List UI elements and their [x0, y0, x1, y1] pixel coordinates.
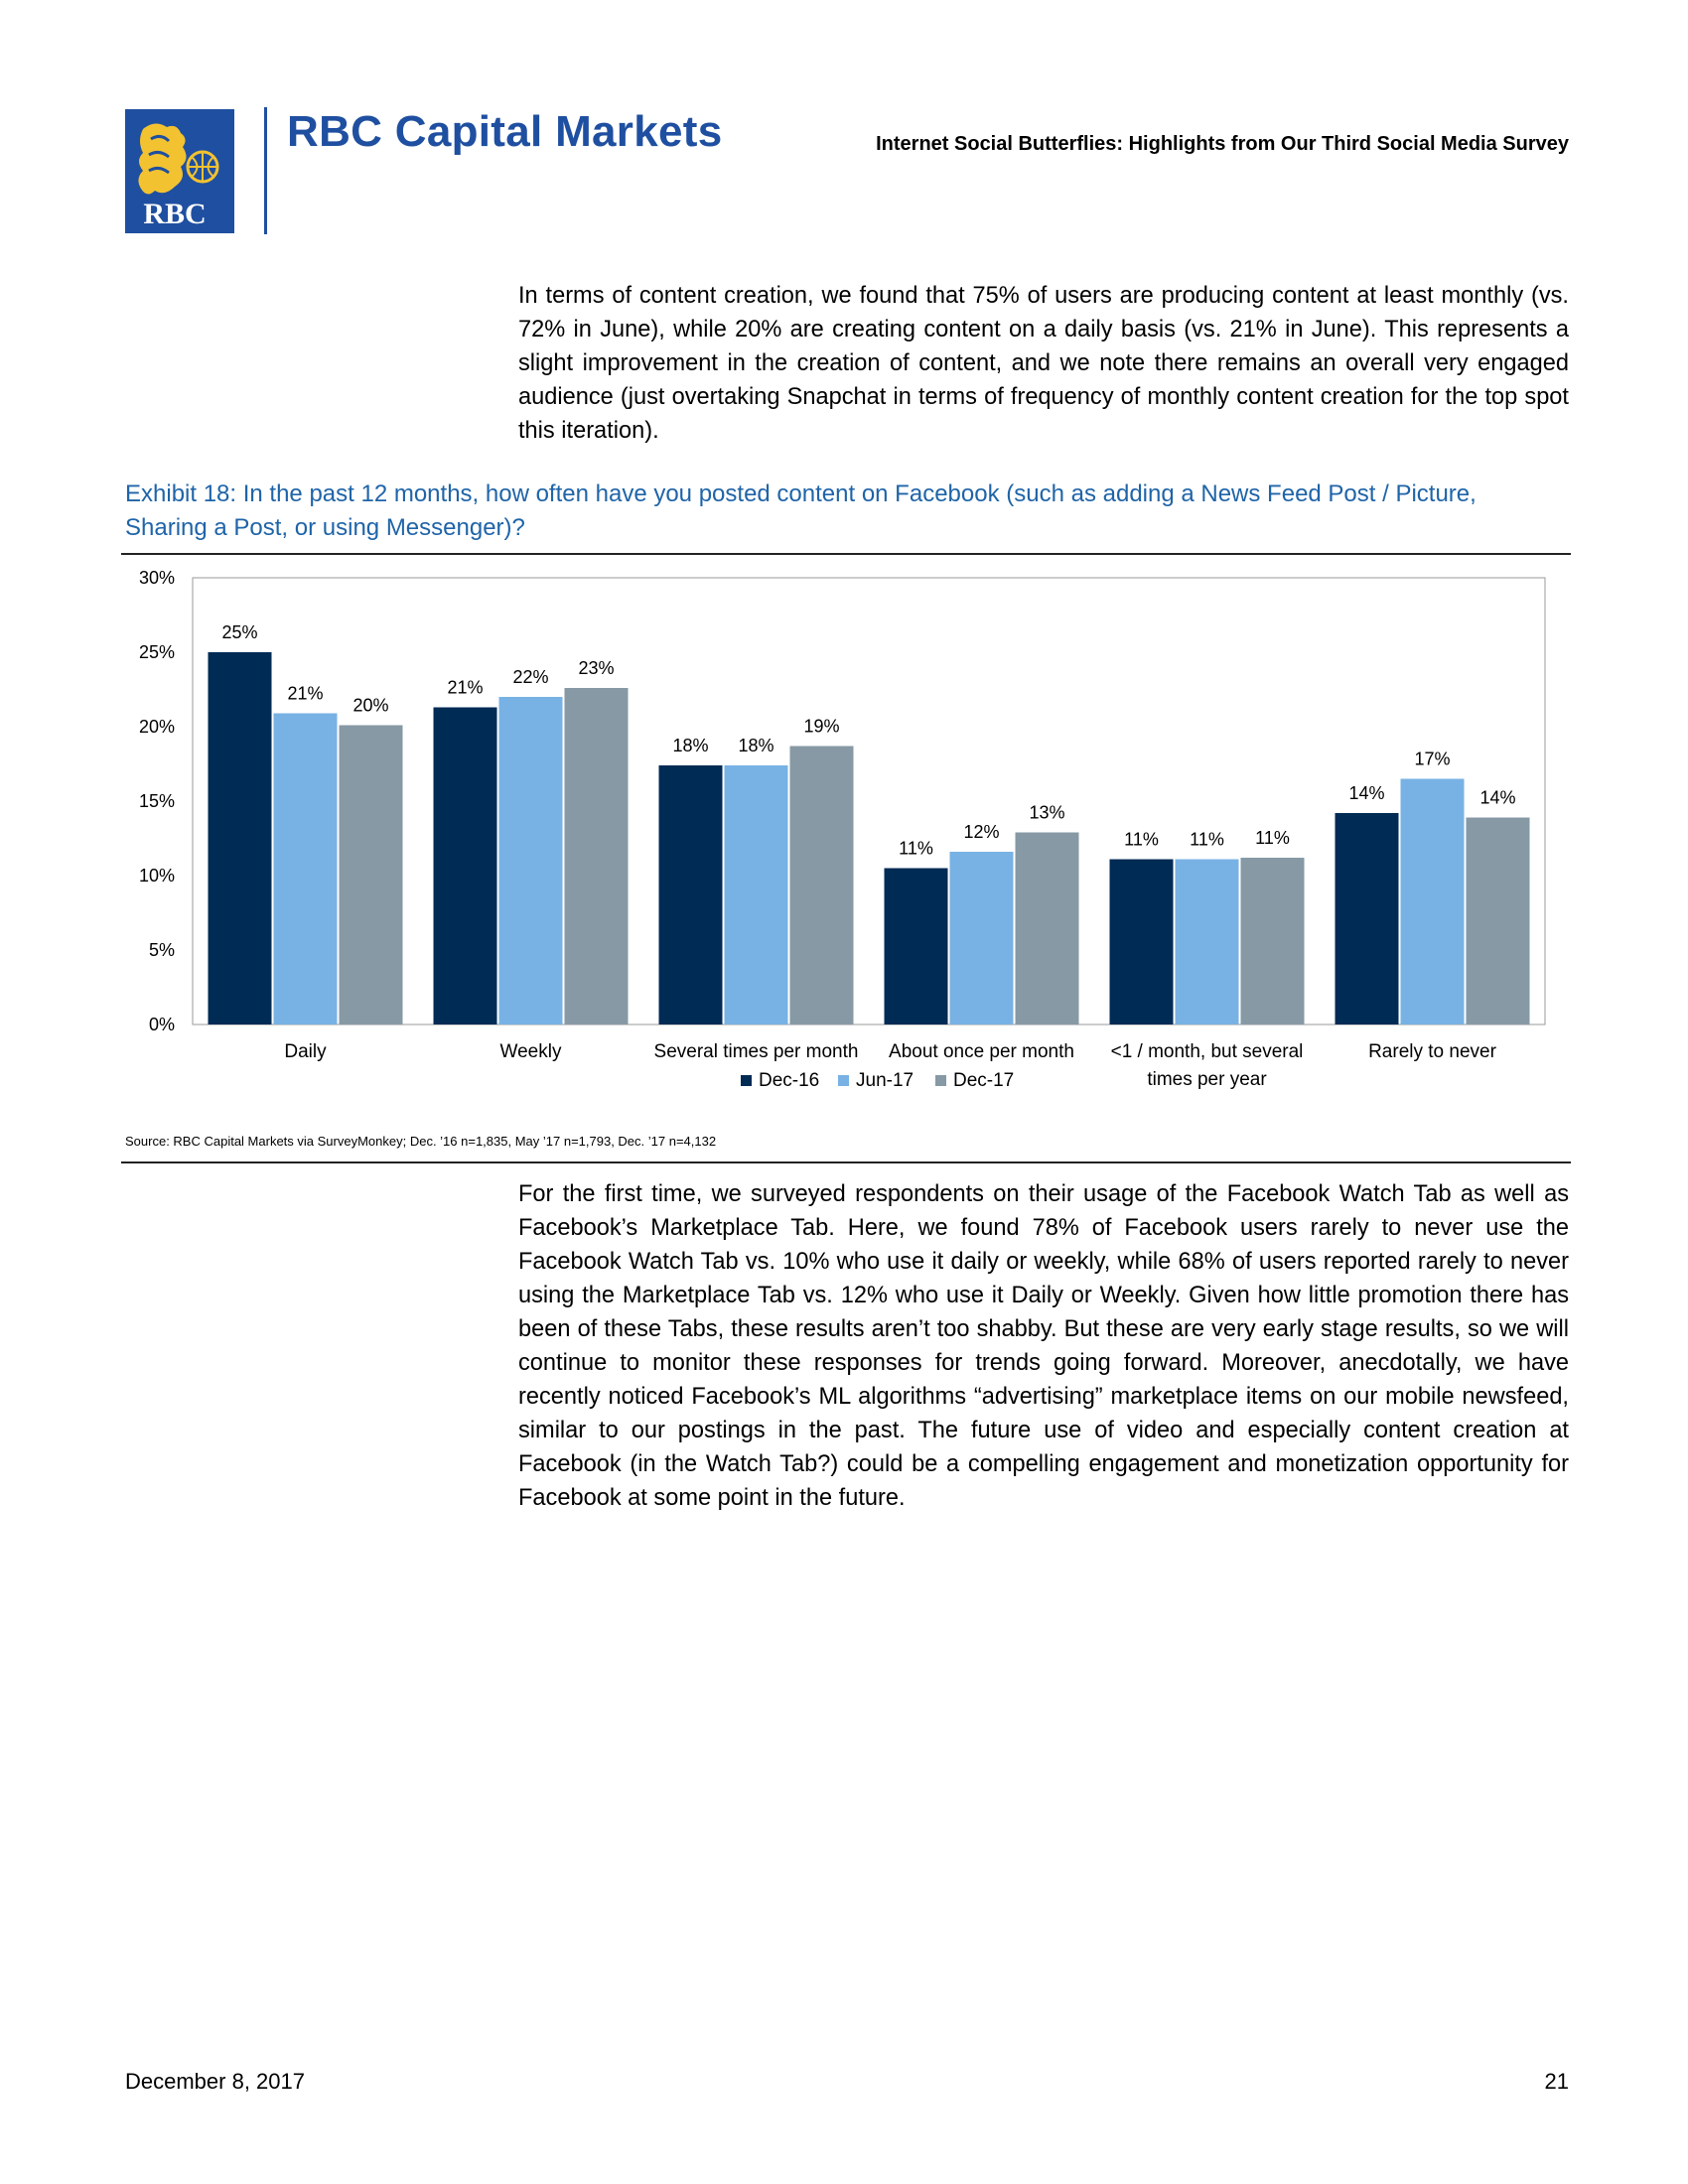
- bar-dec-17: [340, 726, 403, 1025]
- bar-jun-17: [1401, 779, 1465, 1025]
- y-tick-label: 15%: [138, 791, 175, 811]
- x-category-label: Weekly: [499, 1041, 562, 1062]
- x-category-label: times per year: [1147, 1069, 1267, 1090]
- bar-dec-17: [790, 747, 854, 1025]
- x-category-label: Several times per month: [653, 1041, 859, 1062]
- data-label: 14%: [1479, 787, 1516, 808]
- legend-label: Dec-17: [953, 1070, 1015, 1091]
- bar-chart: [119, 561, 1569, 1097]
- bar-dec-17: [1016, 833, 1079, 1025]
- legend-label: Jun-17: [856, 1070, 914, 1091]
- bar-jun-17: [725, 765, 788, 1024]
- data-label: 13%: [1029, 802, 1065, 823]
- bar-dec-16: [209, 652, 272, 1024]
- source-note: Source: RBC Capital Markets via SurveyMonkey; Dec. ’16 n=1,835, May ’17 n=1,793, Dec. ’17 n=4,132: [125, 1134, 717, 1149]
- data-label: 18%: [672, 736, 709, 755]
- closing-paragraph: For the first time, we surveyed respondents on their usage of the Facebook Watch Tab as well as Facebook’s Marketplace Tab. Here, we found 78% of Facebook users rarely to never use the Facebook Watch Tab vs. 10% who use it daily or weekly, while 68% of users reported rarely to never using the Marketplace Tab vs. 12% who use it Daily or Weekly. Given how little promotion there has been of these Tabs, these results aren’t too shabby. But these are very early stage results, so we will continue to monitor these responses for trends going forward. Moreover, anecdotally, we have recently noticed Facebook’s ML algorithms “advertising” marketplace items on our mobile newsfeed, similar to our postings in the past. The future use of video and especially content creation at Facebook (in the Watch Tab?) could be a compelling engagement and monetization opportunity for Facebook at some point in the future.: [518, 1181, 1569, 1511]
- data-label: 20%: [352, 695, 389, 716]
- legend-swatch: [935, 1075, 946, 1086]
- y-tick-label: 10%: [138, 866, 175, 886]
- bar-jun-17: [950, 852, 1014, 1024]
- bar-dec-17: [565, 688, 629, 1024]
- bar-dec-16: [659, 765, 723, 1024]
- data-label: 11%: [1124, 829, 1159, 850]
- data-label: 21%: [447, 677, 484, 698]
- report-title: Internet Social Butterflies: Highlights from Our Third Social Media Survey: [876, 133, 1569, 155]
- data-label: 21%: [287, 683, 324, 704]
- data-label: 11%: [1255, 828, 1290, 848]
- data-label: 11%: [899, 838, 933, 859]
- data-label: 22%: [512, 667, 549, 687]
- data-label: 17%: [1414, 749, 1451, 769]
- bar-dec-17: [1467, 818, 1530, 1025]
- legend-swatch: [838, 1075, 849, 1086]
- bar-jun-17: [499, 697, 563, 1024]
- exhibit-top-rule: [121, 553, 1571, 555]
- bar-dec-16: [434, 708, 497, 1025]
- bar-dec-16: [1110, 860, 1174, 1025]
- brand-divider: [264, 107, 267, 234]
- rbc-logo: [125, 109, 234, 233]
- bar-dec-16: [1336, 813, 1399, 1024]
- bar-dec-16: [885, 869, 948, 1025]
- exhibit-bottom-rule: [121, 1161, 1571, 1163]
- data-label: 19%: [803, 716, 840, 737]
- x-category-label: Daily: [284, 1041, 327, 1062]
- data-label: 25%: [221, 622, 258, 642]
- brand-name: RBC Capital Markets: [287, 107, 723, 156]
- x-category-label: <1 / month, but several: [1110, 1041, 1304, 1062]
- bar-jun-17: [1176, 860, 1239, 1025]
- bar-dec-17: [1241, 858, 1305, 1024]
- data-label: 23%: [578, 658, 615, 678]
- data-label: 12%: [963, 822, 1000, 842]
- footer-date: December 8, 2017: [125, 2069, 305, 2094]
- y-tick-label: 30%: [138, 568, 175, 588]
- y-tick-label: 5%: [148, 940, 175, 960]
- bar-jun-17: [274, 714, 338, 1025]
- y-tick-label: 25%: [138, 642, 175, 662]
- logo-text: RBC: [143, 198, 207, 230]
- data-label: 11%: [1190, 829, 1224, 850]
- data-label: 14%: [1348, 783, 1385, 803]
- legend-swatch: [741, 1075, 752, 1086]
- page-number: 21: [1544, 2069, 1569, 2094]
- x-category-label: About once per month: [889, 1041, 1074, 1062]
- y-tick-label: 0%: [148, 1015, 175, 1034]
- exhibit-title: Exhibit 18: In the past 12 months, how often have you posted content on Facebook (such as adding a News Feed Post / Picture, Sharing a Post, or using Messenger)?: [125, 480, 1477, 541]
- data-label: 18%: [738, 736, 774, 755]
- intro-paragraph: In terms of content creation, we found that 75% of users are producing content at least monthly (vs. 72% in June), while 20% are creating content on a daily basis (vs. 21% in June). This represents a slight improvement in the creation of content, and we note there remains an overall very engaged audience (just overtaking Snapchat in terms of frequency of monthly content creation for the top spot this iteration).: [518, 283, 1569, 444]
- x-category-label: Rarely to never: [1368, 1041, 1496, 1062]
- y-tick-label: 20%: [138, 717, 175, 737]
- legend-label: Dec-16: [759, 1070, 820, 1091]
